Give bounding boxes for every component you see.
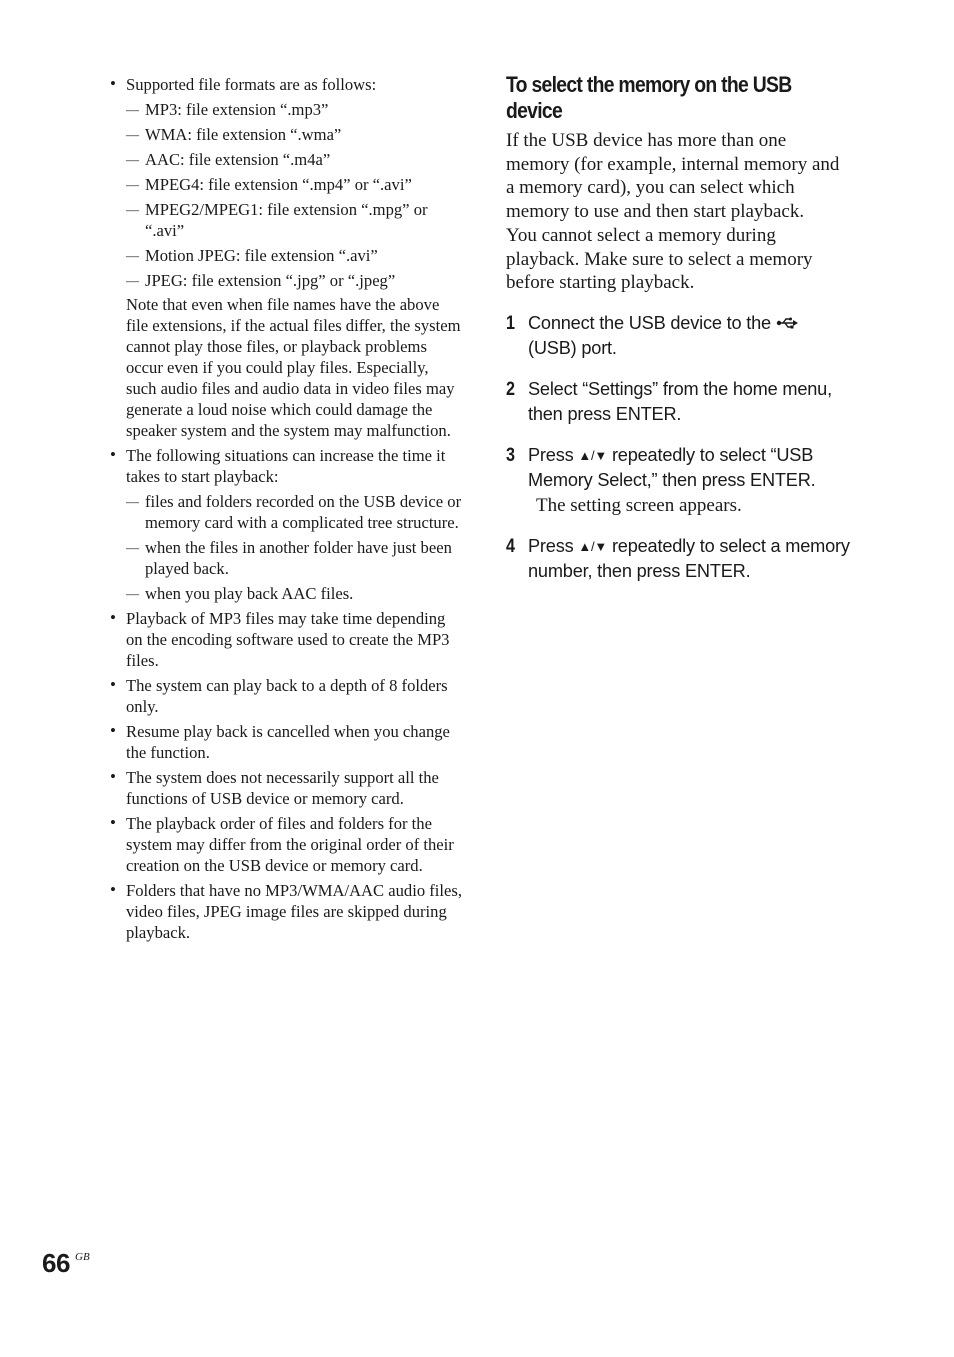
- right-column: [506, 72, 851, 600]
- page-number: 66: [42, 1248, 70, 1278]
- step-item: 4 Press ▲/▼ repeatedly to select a memory number, then press ENTER.: [506, 535, 850, 581]
- sub-item: — WMA: file extension “.wma”: [126, 124, 462, 145]
- sub-item: — AAC: file extension “.m4a”: [126, 149, 462, 170]
- usb-icon: [776, 317, 798, 329]
- step-number: 4: [506, 535, 515, 557]
- left-column: [110, 74, 462, 947]
- step-number: 3: [506, 444, 515, 466]
- sub-item: — MP3: file extension “.mp3”: [126, 99, 462, 120]
- sub-item: — MPEG4: file extension “.mp4” or “.avi”: [126, 174, 462, 195]
- sub-item: — JPEG: file extension “.jpg” or “.jpeg”: [126, 270, 462, 291]
- step-number: 1: [506, 312, 515, 334]
- step-item: 3 Press ▲/▼ repeatedly to select “USB Memory Select,” then press ENTER. The setting screen appears.: [506, 443, 851, 518]
- bullet-item: • Folders that have no MP3/WMA/AAC audio files, video files, JPEG image files are skipped during playback.: [110, 880, 462, 943]
- steps-list: [506, 311, 851, 584]
- up-down-arrows-icon: ▲/▼: [578, 447, 608, 463]
- bullet-item: • The following situations can increase the time it takes to start playback: — files and folders recorded on the USB device or memory card with a complicated tree structure. — when the files in another folder have just been played back. — when you play back AAC files.: [110, 445, 462, 604]
- intro-paragraph: If the USB device has more than one memory (for example, internal memory and a memory card), you can select which memory to use and then start playback.: [506, 130, 840, 223]
- sub-item: — files and folders recorded on the USB device or memory card with a complicated tree structure.: [126, 491, 462, 533]
- bullet-item: • The system can play back to a depth of 8 folders only.: [110, 675, 462, 717]
- up-down-arrows-icon: ▲/▼: [578, 538, 608, 554]
- sub-item: — MPEG2/MPEG1: file extension “.mpg” or “.avi”: [126, 199, 462, 241]
- warning-paragraph: You cannot select a memory during playback. Make sure to select a memory before starting playback.: [506, 224, 813, 294]
- step-item: 2 Select “Settings” from the home menu, then press ENTER.: [506, 378, 832, 424]
- bullet-item: • Resume play back is cancelled when you change the function.: [110, 721, 462, 763]
- sub-item: — when the files in another folder have just been played back.: [126, 537, 462, 579]
- bullet-item: • Supported file formats are as follows: — MP3: file extension “.mp3” — WMA: file extension “.wma” — AAC: file extension “.m4a” — MPEG4: file extension “.mp4” or “.avi” — MPEG2/MPEG1: file extension “.mpg” or “.avi” — Motion JPEG: file extension “.avi” — JPEG: file extension “.jpg” or “.jpeg” Note that even when file names have the above file extensions, if the actual files differ, the system cannot play those files, or playback problems occur even if you could play files. Especially, such audio files and audio data in video files may generate a loud noise which could damage the speaker system and the system may malfunction.: [110, 74, 462, 441]
- bullet-item: • Playback of MP3 files may take time depending on the encoding software used to create the MP3 files.: [110, 608, 462, 671]
- bullet-item: • The playback order of files and folders for the system may differ from the original order of their creation on the USB device or memory card.: [110, 813, 462, 876]
- step-result: The setting screen appears.: [536, 494, 742, 516]
- step-item: 1 Connect the USB device to the (USB) port.: [506, 311, 851, 361]
- page-region-code: GB: [75, 1251, 90, 1263]
- sub-item: — Motion JPEG: file extension “.avi”: [126, 245, 462, 266]
- sub-item: — when you play back AAC files.: [126, 583, 462, 604]
- format-note: Note that even when file names have the above file extensions, if the actual files differ, the system cannot play those files, or playback problems occur even if you could play files. Especially, such audio files and audio data in video files may generate a loud noise which could damage the speaker system and the system may malfunction.: [126, 295, 461, 440]
- step-number: 2: [506, 378, 515, 400]
- section-heading: To select the memory on the USB device: [506, 72, 792, 123]
- bullet-item: • The system does not necessarily support all the functions of USB device or memory card.: [110, 767, 462, 809]
